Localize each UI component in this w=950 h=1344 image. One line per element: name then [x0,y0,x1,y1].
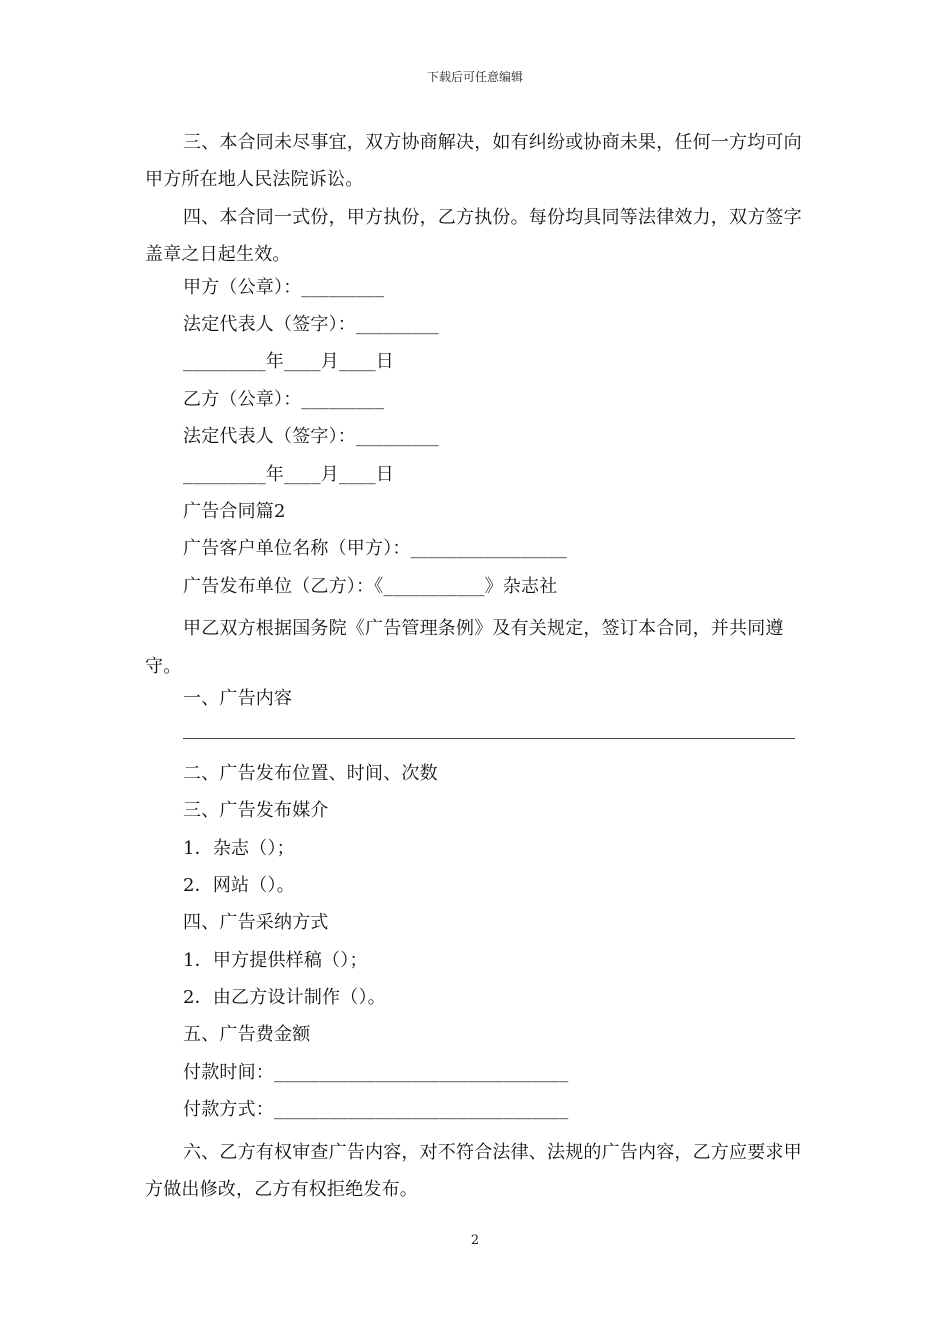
clause-3 [145,124,807,199]
intro-paragraph [145,610,807,685]
payment-method-field: 付款方式：________________________________ [183,1099,569,1121]
payment-time-field: 付款时间：________________________________ [183,1061,569,1083]
adoption-sample: 1．甲方提供样稿（）； [183,949,368,971]
ad-content-blank [145,722,807,759]
document-body [145,124,807,1208]
clause-6-text: 六、乙方有权审查广告内容，对不符合法律、法规的广告内容，乙方应要求甲方做出修改，乙方有权拒绝发布。 [145,1141,802,1201]
client-name-field: 广告客户单位名称（甲方）：_________________ [183,538,567,560]
intro-text: 甲乙双方根据国务院《广告管理条例》及有关规定，签订本合同，并共同遵守。 [145,618,784,677]
heading-ad-media: 三、广告发布媒介 [183,800,329,822]
page-header: 下载后可任意编辑 [426,70,523,84]
party-b-seal: 乙方（公章）：_________ [183,388,385,410]
clause-4 [145,199,807,274]
heading-adoption-method: 四、广告采纳方式 [183,912,329,934]
party-b-date: _________年____月____日 [183,463,394,485]
media-magazine: 1．杂志（）； [183,837,295,859]
page-number: 2 [470,1233,480,1248]
blank-underline [183,738,795,739]
party-a-date: _________年____月____日 [183,351,394,373]
party-a-representative: 法定代表人（签字）：_________ [183,314,439,336]
section-title: 广告合同篇2 [183,500,286,522]
heading-ad-fee: 五、广告费金额 [183,1024,311,1046]
party-b-representative: 法定代表人（签字）：_________ [183,426,439,448]
heading-ad-content: 一、广告内容 [183,687,293,709]
heading-ad-placement: 二、广告发布位置、时间、次数 [183,762,438,784]
media-website: 2．网站（）。 [183,874,295,896]
publisher-field: 广告发布单位（乙方）：《___________》杂志社 [183,575,558,597]
clause-6 [145,1134,807,1209]
party-a-seal: 甲方（公章）：_________ [183,276,385,298]
adoption-design: 2．由乙方设计制作（）。 [183,987,386,1009]
clause-3-text: 三、本合同未尽事宜，双方协商解决，如有纠纷或协商未果，任何一方均可向甲方所在地人民法院诉讼。 [145,132,802,191]
clause-4-text: 四、本合同一式份，甲方执份，乙方执份。每份均具同等法律效力，双方签字盖章之日起生效。 [145,206,802,266]
